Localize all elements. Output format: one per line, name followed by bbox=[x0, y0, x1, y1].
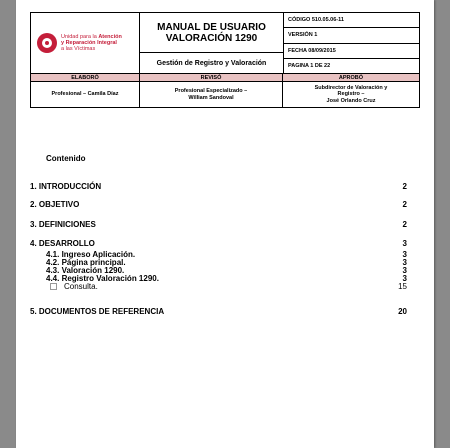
elaboro-text: Profesional – Camila Díaz bbox=[51, 91, 119, 98]
aprobo-value bbox=[283, 82, 419, 107]
toc-subentry-page: 3 bbox=[402, 258, 407, 267]
document-page-number: PAGINA 1 DE 22 bbox=[288, 62, 331, 69]
elaboro-value bbox=[31, 82, 140, 107]
col-aprobo-header: APROBÓ bbox=[338, 74, 364, 81]
toc-entry-page: 2 bbox=[402, 220, 407, 229]
toc-entry-page: 20 bbox=[398, 307, 407, 316]
toc-entry-page: 2 bbox=[402, 200, 407, 209]
reviso-value bbox=[140, 82, 283, 107]
toc-entry[interactable] bbox=[30, 307, 407, 316]
toc-subentry-page: 3 bbox=[402, 250, 407, 259]
document-subtitle: Gestión de Registro y Valoración bbox=[156, 59, 267, 67]
toc-entry[interactable] bbox=[30, 182, 407, 191]
toc-entry[interactable] bbox=[30, 239, 407, 248]
aprobo-line3: José Orlando Cruz bbox=[326, 97, 376, 104]
bullet-icon bbox=[50, 283, 57, 290]
toc-subentry-page: 3 bbox=[402, 274, 407, 283]
toc-subentry-label: 4.2. Página principal. bbox=[46, 258, 126, 267]
seal-icon bbox=[37, 33, 57, 53]
document-page bbox=[16, 0, 434, 448]
toc-entry-label: 1. INTRODUCCIÓN bbox=[30, 182, 102, 191]
toc-subentry-label: 4.4. Registro Valoración 1290. bbox=[46, 274, 159, 283]
toc-entry[interactable] bbox=[30, 200, 407, 209]
toc-entry-label: 4. DESARROLLO bbox=[30, 239, 95, 248]
document-code: CÓDIGO 510.05.06-11 bbox=[284, 13, 419, 28]
aprobo-line1: Subdirector de Valoración y bbox=[314, 84, 388, 91]
toc-entry-page: 2 bbox=[402, 182, 407, 191]
toc-entry-label: 5. DOCUMENTOS DE REFERENCIA bbox=[30, 307, 165, 316]
logo-text-line2: y Reparación Integral bbox=[61, 40, 117, 46]
toc-subsubentry[interactable] bbox=[50, 283, 407, 291]
reviso-line2: William Sandoval bbox=[188, 94, 234, 101]
reviso-line1: Profesional Especializado – bbox=[174, 88, 248, 94]
toc-subsubentry-label: Consulta. bbox=[64, 282, 98, 291]
logo-text-line3: a las Víctimas bbox=[61, 46, 96, 52]
logo-text-line1: Unidad para la bbox=[61, 34, 97, 40]
toc-title: Contenido bbox=[46, 154, 86, 163]
toc-subentry-page: 3 bbox=[402, 266, 407, 275]
toc-entry-label: 3. DEFINICIONES bbox=[30, 220, 96, 229]
logo-text-line1-bold: Atención bbox=[98, 34, 122, 40]
document-date: FECHA 08/09/2015 bbox=[284, 44, 419, 59]
toc-entry[interactable] bbox=[30, 220, 407, 229]
organization-logo bbox=[31, 13, 140, 73]
document-title bbox=[140, 13, 283, 53]
document-version: VERSIÓN 1 bbox=[284, 28, 419, 43]
document-header-table bbox=[30, 12, 420, 108]
title-line1: MANUAL DE USUARIO bbox=[157, 21, 266, 33]
aprobo-line2: Registro – bbox=[337, 91, 365, 98]
toc-entry-label: 2. OBJETIVO bbox=[30, 200, 80, 209]
toc-entry-page: 3 bbox=[402, 239, 407, 248]
toc-subentry[interactable] bbox=[46, 275, 407, 283]
col-elaboro-header: ELABORÓ bbox=[31, 74, 140, 81]
col-reviso-header: REVISÓ bbox=[140, 74, 283, 81]
title-line2: VALORACIÓN 1290 bbox=[165, 32, 258, 44]
toc-subentry-label: 4.3. Valoración 1290. bbox=[46, 266, 125, 275]
toc-subentry-label: 4.1. Ingreso Aplicación. bbox=[46, 250, 136, 259]
toc-subsubentry-page: 15 bbox=[398, 282, 407, 291]
